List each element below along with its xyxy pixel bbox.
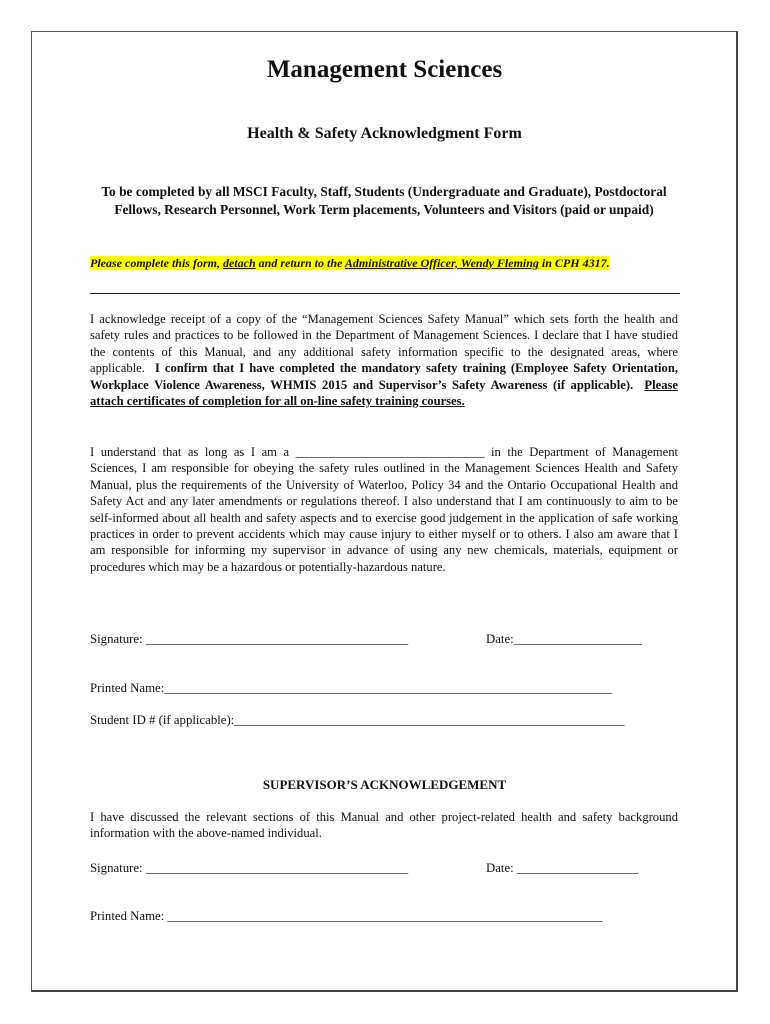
instruction-text-1: Please complete this form, xyxy=(90,256,223,270)
instruction-text-3: in CPH 4317. xyxy=(538,256,610,270)
form-subtitle: Health & Safety Acknowledgment Form xyxy=(247,125,522,142)
audience-statement: To be completed by all MSCI Faculty, Staff, Students (Undergraduate and Graduate), Postdoctoral Fellows, Research Personnel, Work Term placements, Volunteers and Visitors (paid or unpaid) xyxy=(101,184,667,217)
supervisor-signature-field[interactable]: Signature: _________________________________________ xyxy=(90,861,409,875)
supervisor-paragraph: I have discussed the relevant sections of this Manual and other project-related health and safety background information with the above-named individual. xyxy=(90,810,678,841)
supervisor-heading: SUPERVISOR’S ACKNOWLEDGEMENT xyxy=(262,777,507,792)
employee-printed-name-field[interactable]: Printed Name:______________________________________________________________________ xyxy=(90,681,613,695)
acknowledgement-text: I acknowledge receipt of a copy of the “Management Sciences Safety Manual” which sets forth the health and safety rules and practices to be followed in the Department of Management Sciences. I declare that I have studied the contents of this Manual, and any additional safety information specific to the designated areas, where applicable. xyxy=(90,312,678,376)
employee-date-field[interactable]: Date:____________________ xyxy=(486,632,642,646)
employee-signature-field[interactable]: Signature: _________________________________________ xyxy=(90,632,409,646)
training-confirmation: I confirm that I have completed the mandatory safety training (Employee Safety Orientation, Workplace Violence Awareness, WHMIS 2015 and Supervisor’s Safety Awareness (if applicable). xyxy=(90,361,678,392)
supervisor-date-field[interactable]: Date: ___________________ xyxy=(486,861,639,875)
instruction-text-2: and return to the xyxy=(255,256,345,270)
understanding-paragraph: I understand that as long as I am a ______________________________ in the Department of Management Sciences, I am responsible for obeying the safety rules outlined in the Management Sciences Health and Safety Manual, plus the requirements of the University of Waterloo, Policy 34 and the Ontario Occupational Health and Safety Act and any later amendments or regulations thereof. I also understand that I am continuously to aim to be self-informed about all health and safety aspects and to exercise good judgement in the application of safe working practices in order to prevent accidents which may cause injury to either myself or to others. I also am aware that I am responsible for informing my supervisor in advance of using any new chemicals, materials, equipment or procedures which may be a hazardous or potentially-hazardous nature. xyxy=(90,445,678,574)
instruction-detach: detach xyxy=(222,256,256,270)
instruction-officer: Administrative Officer, Wendy Fleming xyxy=(344,256,539,270)
acknowledgement-paragraph xyxy=(90,311,678,409)
attach-certificates-note: Please attach certificates of completion for all on-line safety training courses. xyxy=(90,377,678,409)
detach-divider xyxy=(90,293,680,294)
student-id-field[interactable]: Student ID # (if applicable):_____________________________________________________________ xyxy=(90,713,625,727)
instruction-line xyxy=(90,255,610,271)
page-title: Management Sciences xyxy=(266,56,503,83)
supervisor-printed-name-field[interactable]: Printed Name: ____________________________________________________________________ xyxy=(90,909,603,923)
